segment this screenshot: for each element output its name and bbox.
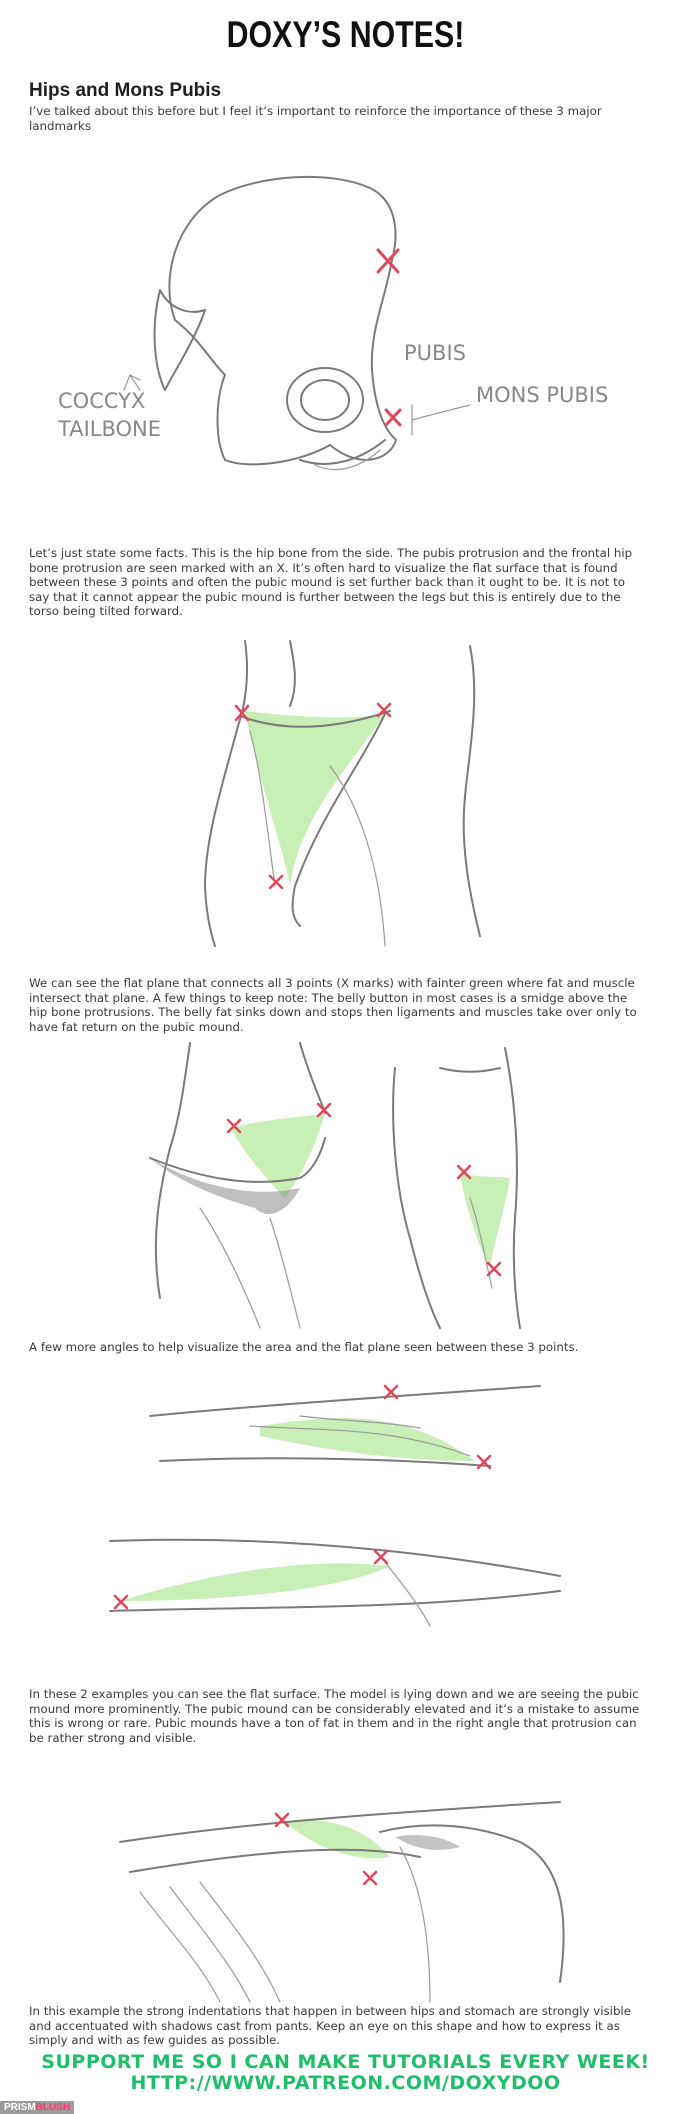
- hip-bone-sketch: [0, 140, 691, 510]
- section-heading: Hips and Mons Pubis: [29, 80, 222, 101]
- watermark-part1: PRISM: [4, 2102, 36, 2113]
- intro-text: I’ve talked about this before but I feel it’s important to reinforce the importance of these 3 major landmarks: [29, 104, 602, 133]
- paragraph-more-angles: A few more angles to help visualize the area and the flat plane seen between these 3 points.: [29, 1340, 579, 1354]
- paragraph-indentations: In this example the strong indentations that happen in between hips and stomach are strongly visible and accentuated with shadows cast from pants. Keep an eye on this shape and how to express it as simply and with as few guides as possible.: [29, 2004, 631, 2048]
- label-pubis: PUBIS: [404, 341, 466, 365]
- label-coccyx: COCCYX: [58, 389, 146, 413]
- angle-sketches: [0, 1038, 691, 1333]
- lying-down-sketches: [0, 1366, 691, 1656]
- paragraph-flat-plane: We can see the flat plane that connects all 3 points (X marks) with fainter green where fat and muscle intersect that plane. A few things to keep note: The belly button in most cases is a smidge above the hip bone protrusions. The belly fat sinks down and stops then ligaments and muscles take over only to have fat return on the pubic mound.: [29, 976, 637, 1034]
- label-tailbone: TAILBONE: [58, 417, 162, 441]
- support-text: SUPPORT ME SO I CAN MAKE TUTORIALS EVERY WEEK!: [41, 2051, 650, 2073]
- paragraph-hip-facts: Let’s just state some facts. This is the hip bone from the side. The pubis protrusion and the frontal hip bone protrusion are seen marked with an X. It’s often hard to visualize the flat surface that is found between these 3 points and often the pubic mound is set further back than it ought to be. It is not to say that it cannot appear the pubic mound is further between the legs but this is entirely due to the torso being tilted forward.: [29, 546, 633, 619]
- watermark-part2: BLUSH: [35, 2102, 71, 2113]
- paragraph-lying-examples: In these 2 examples you can see the flat surface. The model is lying down and we are seeing the pubic mound more prominently. The pubic mound can be considerably elevated and it’s a mistake to assume this is wrong or rare. Pubic mounds have a ton of fat in them and in the right angle that protrusion can be rather strong and visible.: [29, 1687, 640, 1745]
- front-torso-sketch: [0, 636, 691, 956]
- indentation-sketch: [0, 1762, 691, 2012]
- watermark-badge: [0, 2101, 74, 2114]
- label-mons-pubis: MONS PUBIS: [476, 383, 609, 407]
- patreon-link[interactable]: HTTP://WWW.PATREON.COM/DOXYDOO: [130, 2072, 561, 2094]
- page-title: DOXY’S NOTES!: [226, 14, 465, 55]
- support-banner: [0, 2052, 691, 2094]
